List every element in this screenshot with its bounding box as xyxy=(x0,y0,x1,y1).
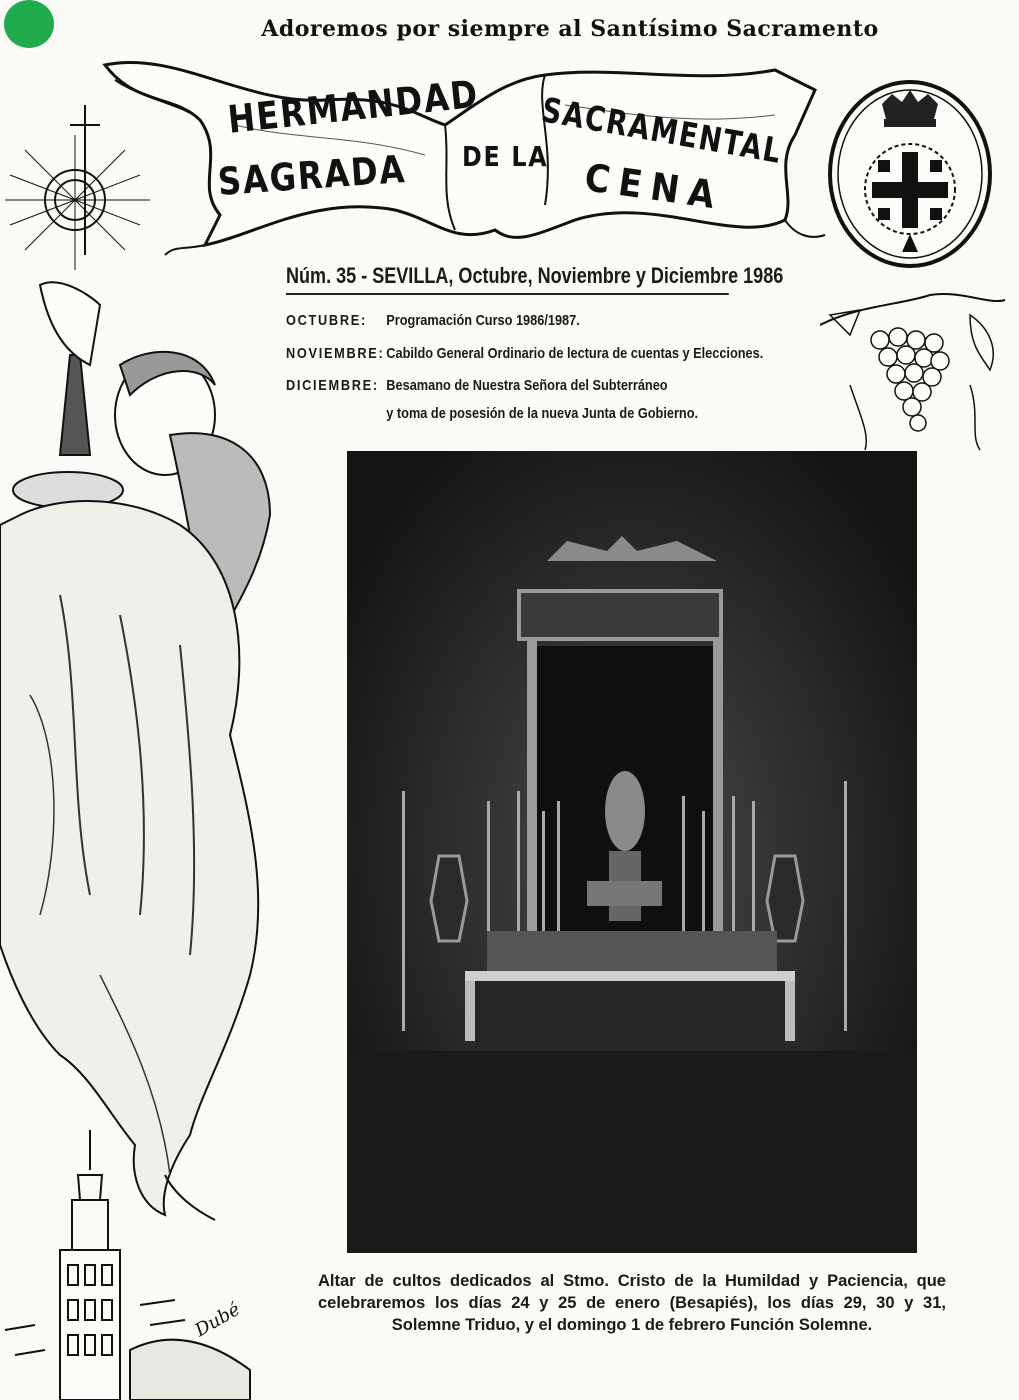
motto-heading: Adoremos por siempre al Santísimo Sacramento xyxy=(261,16,879,42)
schedule-text: Cabildo General Ordinario de lectura de cuentas y Elecciones. xyxy=(386,345,764,362)
schedule-row-november xyxy=(286,345,763,362)
banner-word-de-la: DE LA xyxy=(462,140,549,173)
schedule-text: Programación Curso 1986/1987. xyxy=(386,312,580,329)
schedule-text: y toma de posesión de la nueva Junta de Gobierno. xyxy=(386,405,699,422)
schedule-text: Besamano de Nuestra Señora del Subterráneo xyxy=(386,377,668,394)
green-marker-dot xyxy=(4,0,54,48)
altar-photograph xyxy=(347,451,917,1253)
schedule-month-label: OCTUBRE: xyxy=(286,312,367,329)
schedule-row-december xyxy=(286,377,668,394)
brotherhood-seal-emblem xyxy=(822,74,997,274)
artist-signature: Dubé xyxy=(191,1298,244,1342)
angel-with-monstrance-illustration xyxy=(0,95,330,1235)
banner-word-hermandad: HERMANDAD xyxy=(225,71,481,142)
banner-word-sacramental: SACRAMENTAL xyxy=(538,90,786,172)
grapes-vine-illustration xyxy=(820,285,1010,455)
schedule-row-october xyxy=(286,312,580,329)
schedule-month-label: NOVIEMBRE: xyxy=(286,345,385,362)
schedule-month-label: DICIEMBRE: xyxy=(286,377,379,394)
giralda-tower-illustration xyxy=(0,1130,330,1400)
banner-word-cena: CENA xyxy=(581,155,727,219)
schedule-row-december-cont xyxy=(286,405,698,422)
photo-caption: Altar de cultos dedicados al Stmo. Cristo de la Humildad y Paciencia, que celebraremos los días 24 y 25 de enero (Besapiés), los días 29, 30 y 31, Solemne Triduo, y el domingo 1 de febrero Función Solemne. xyxy=(318,1272,946,1334)
issue-header: Núm. 35 - SEVILLA, Octubre, Noviembre y Diciembre 1986 xyxy=(286,263,729,295)
banner-word-sagrada: SAGRADA xyxy=(216,146,408,204)
